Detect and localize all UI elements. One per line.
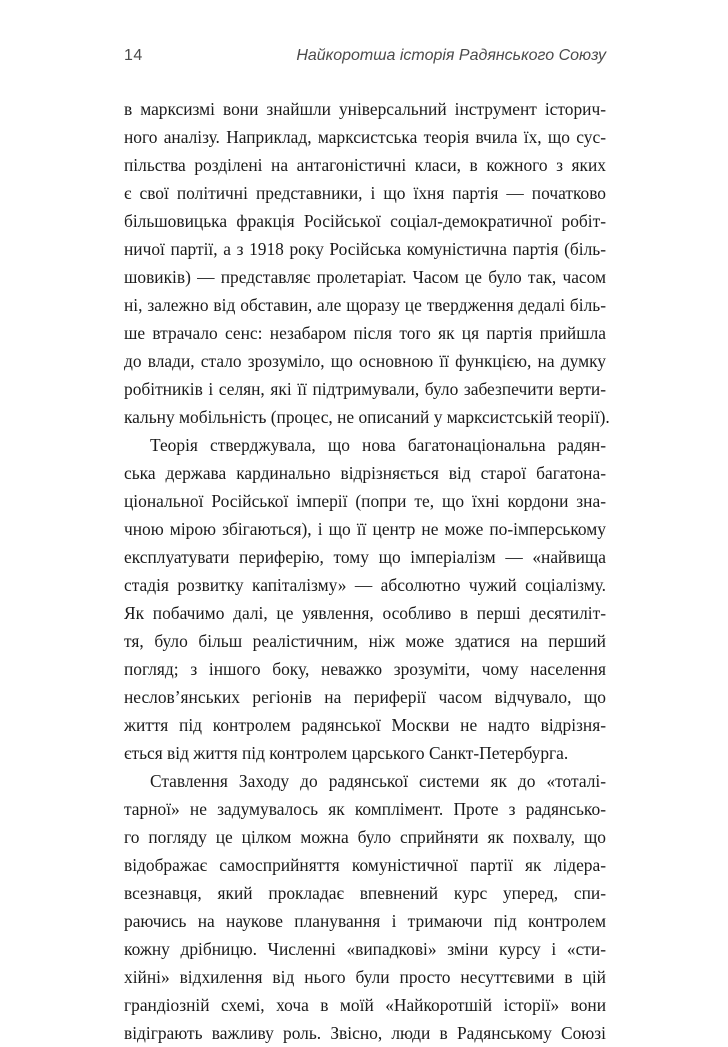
text-line: чною мірою збігаються), і що її центр не може по-імперському: [124, 519, 606, 539]
text-line: хійні» відхилення від нього були просто несуттєвими в цій: [124, 967, 606, 987]
paragraph: [124, 431, 606, 767]
text-line: Як побачимо далі, це уявлення, особливо в перші десятиліт-: [124, 603, 606, 623]
text-line: в марксизмі вони знайшли універсальний інструмент історич-: [124, 99, 606, 119]
text-line: ничої партії, а з 1918 року Російська комуністична партія (біль-: [124, 239, 606, 259]
text-line: ні, залежно від обставин, але щоразу це твердження дедалі біль-: [124, 295, 606, 315]
text-line: тя, було більш реалістичним, ніж може здатися на перший: [124, 631, 606, 651]
text-line: стадія розвитку капіталізму» — абсолютно чужий соціалізму.: [124, 575, 606, 595]
text-line: несловʼянських регіонів на периферії часом відчувало, що: [124, 687, 606, 707]
text-line: відіграють важливу роль. Звісно, люди в Радянському Союзі: [124, 1023, 606, 1043]
text-line: життя під контролем радянської Москви не надто відрізня-: [124, 715, 606, 735]
text-line: Ставлення Заходу до радянської системи як до «тоталі-: [150, 771, 606, 791]
text-line: кальну мобільність (процес, не описаний у марксистській теорії).: [124, 407, 610, 427]
text-line: пільства розділені на антагоністичні класи, в кожного з яких: [124, 155, 606, 175]
text-line: є свої політичні представники, і що їхня партія — початково: [124, 183, 606, 203]
text-line: шовиків) — представляє пролетаріат. Часом це було так, часом: [124, 267, 606, 287]
text-line: кожну дрібницю. Численні «випадкові» зміни курсу і «сти-: [124, 939, 606, 959]
text-line: го погляду це цілком можна було сприйняти як похвалу, що: [124, 827, 606, 847]
text-line: до влади, стало зрозуміло, що основною її функцією, на думку: [124, 351, 606, 371]
text-line: експлуатувати периферію, тому що імперіалізм — «найвища: [124, 547, 606, 567]
text-line: погляд; з іншого боку, неважко зрозуміти, чому населення: [124, 659, 606, 679]
text-line: відображає самосприйняття комуністичної партії як лідера-: [124, 855, 606, 875]
text-line: тарної» не задумувалось як комплімент. Проте з радянсько-: [124, 799, 606, 819]
text-line: робітників і селян, які її підтримували, було забезпечити верти-: [124, 379, 606, 399]
text-line: всезнавця, який прокладає впевнений курс уперед, спи-: [124, 883, 606, 903]
page-number: 14: [124, 47, 143, 64]
text-line: раючись на наукове планування і тримаючи під контролем: [124, 911, 606, 931]
body-text: [124, 95, 610, 1047]
running-header: [124, 47, 606, 71]
text-line: грандіозній схемі, хоча в моїй «Найкоротшій історії» вони: [124, 995, 606, 1015]
paragraph: [124, 95, 610, 431]
running-title: Найкоротша історія Радянського Союзу: [296, 47, 606, 64]
text-line: більшовицька фракція Російської соціал-демократичної робіт-: [124, 211, 606, 231]
paragraph: [124, 767, 606, 1047]
text-line: ного аналізу. Наприклад, марксистська теорія вчила їх, що сус-: [124, 127, 606, 147]
text-line: ється від життя під контролем царського Санкт-Петербурга.: [124, 743, 569, 763]
text-line: Теорія стверджувала, що нова багатонаціональна радян-: [150, 435, 606, 455]
text-line: ціональної Російської імперії (попри те, що їхні кордони зна-: [124, 491, 606, 511]
text-line: ська держава кардинально відрізняється від старої багатона-: [124, 463, 606, 483]
text-line: ше втрачало сенс: незабаром після того як ця партія прийшла: [124, 323, 606, 343]
